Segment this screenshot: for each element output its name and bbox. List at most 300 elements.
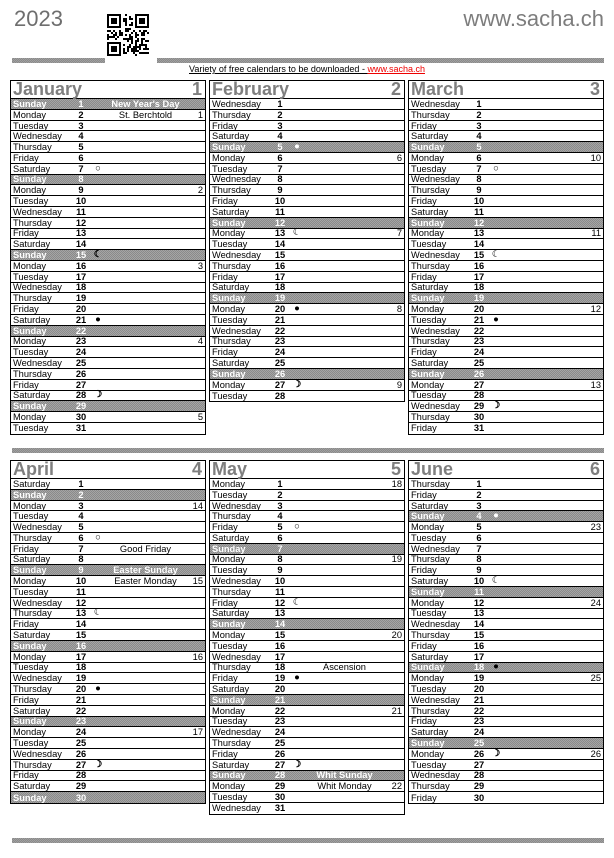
day-name-label: Friday (411, 271, 437, 282)
day-number: 28 (473, 390, 485, 401)
day-name-label: Thursday (212, 511, 251, 522)
week-number: 1 (197, 109, 203, 120)
day-row (11, 412, 205, 423)
day-number: 9 (277, 565, 283, 576)
day-name-label: Thursday (411, 185, 450, 196)
day-name-label: Saturday (411, 131, 449, 142)
day-number: 8 (476, 554, 482, 565)
day-name-label: Monday (411, 379, 445, 390)
day-row (409, 164, 603, 175)
day-number: 30 (75, 412, 87, 423)
day-name-label: Saturday (13, 314, 51, 325)
day-name-label: Wednesday (13, 206, 62, 217)
day-row (11, 760, 205, 771)
day-row (210, 652, 404, 663)
day-number: 17 (473, 651, 485, 662)
day-number: 29 (473, 401, 485, 412)
day-name-label: Sunday (13, 98, 47, 109)
day-row (409, 153, 603, 164)
day-row (210, 587, 404, 598)
day-number: 9 (277, 185, 283, 196)
day-number: 25 (473, 738, 485, 749)
day-name-label: Saturday (13, 554, 51, 565)
day-row (210, 598, 404, 609)
day-row (409, 293, 603, 304)
day-name-label: Monday (411, 673, 445, 684)
day-number: 14 (75, 239, 87, 250)
day-name-label: Thursday (411, 554, 450, 565)
day-number: 20 (274, 684, 286, 695)
day-number: 16 (75, 260, 87, 271)
day-row (409, 218, 603, 229)
day-row (11, 153, 205, 164)
day-row (210, 663, 404, 674)
day-name-label: Wednesday (13, 748, 62, 759)
day-number: 21 (75, 314, 87, 325)
day-number: 1 (78, 478, 84, 489)
day-number: 22 (473, 705, 485, 716)
month-number: 5 (390, 459, 401, 479)
day-name-label: Monday (13, 651, 47, 662)
day-name-label: Saturday (411, 358, 449, 369)
day-row (210, 706, 404, 717)
day-number: 8 (78, 554, 84, 565)
day-name-label: Thursday (411, 478, 450, 489)
moon-phase-last-icon: ☾ (491, 575, 501, 587)
day-number: 20 (473, 304, 485, 315)
day-name-label: Wednesday (411, 325, 460, 336)
day-row (11, 326, 205, 337)
day-name-label: Saturday (411, 727, 449, 738)
month-may (209, 460, 405, 815)
day-row (11, 565, 205, 576)
day-number: 14 (274, 619, 286, 630)
holiday-label: Good Friday (119, 543, 172, 554)
day-name-label: Monday (212, 630, 246, 641)
day-name-label: Saturday (13, 705, 51, 716)
day-name-label: Sunday (411, 738, 445, 749)
day-name-label: Monday (13, 260, 47, 271)
day-row (210, 760, 404, 771)
day-number: 27 (274, 759, 286, 770)
day-row (409, 358, 603, 369)
day-name-label: Friday (13, 543, 39, 554)
day-name-label: Friday (212, 196, 238, 207)
day-name-label: Monday (411, 522, 445, 533)
day-number: 18 (75, 282, 87, 293)
day-name-label: Tuesday (212, 792, 248, 803)
day-name-label: Friday (411, 347, 437, 358)
day-name-label: Wednesday (212, 174, 261, 185)
day-row (210, 358, 404, 369)
day-name-label: Friday (212, 748, 238, 759)
day-row (409, 673, 603, 684)
day-row (409, 239, 603, 250)
week-number: 2 (197, 185, 203, 196)
day-number: 26 (274, 748, 286, 759)
day-row (210, 673, 404, 684)
day-row (210, 337, 404, 348)
day-number: 26 (473, 748, 485, 759)
day-number: 20 (75, 684, 87, 695)
day-row (11, 619, 205, 630)
day-row (210, 781, 404, 792)
day-number: 2 (476, 109, 482, 120)
day-name-label: Wednesday (212, 98, 261, 109)
day-number: 18 (274, 282, 286, 293)
day-name-label: Friday (13, 304, 39, 315)
day-name-label: Sunday (212, 770, 246, 781)
day-row (210, 565, 404, 576)
day-number: 23 (274, 336, 286, 347)
day-name-label: Thursday (212, 662, 251, 673)
day-number: 24 (274, 727, 286, 738)
moon-phase-first-icon: ☽ (93, 389, 103, 401)
day-name-label: Wednesday (13, 522, 62, 533)
day-row (409, 326, 603, 337)
day-row (11, 250, 205, 261)
day-number: 12 (473, 597, 485, 608)
moon-phase-new-icon: ● (294, 672, 300, 684)
day-number: 29 (274, 781, 286, 792)
day-row (409, 663, 603, 674)
site-url-label: www.sacha.ch (463, 6, 604, 31)
week-number: 15 (192, 576, 203, 587)
day-number: 7 (277, 543, 283, 554)
day-row (210, 131, 404, 142)
day-name-label: Sunday (411, 217, 445, 228)
day-name-label: Saturday (212, 759, 250, 770)
week-number: 24 (590, 597, 601, 608)
day-name-label: Wednesday (411, 401, 460, 412)
day-row (11, 641, 205, 652)
week-number: 16 (192, 651, 203, 662)
day-number: 29 (75, 401, 87, 412)
day-number: 28 (75, 770, 87, 781)
day-number: 7 (476, 163, 482, 174)
day-name-label: Tuesday (13, 586, 49, 597)
day-row (409, 792, 603, 803)
day-row (210, 326, 404, 337)
day-row (11, 792, 205, 803)
day-number: 28 (274, 390, 286, 401)
day-name-label: Thursday (212, 586, 251, 597)
month-header (11, 81, 205, 99)
day-row (210, 293, 404, 304)
day-number: 6 (78, 532, 84, 543)
day-row (409, 391, 603, 402)
day-name-label: Wednesday (13, 358, 62, 369)
day-row (210, 347, 404, 358)
day-name-label: Sunday (411, 662, 445, 673)
day-name-label: Thursday (411, 109, 450, 120)
day-row (409, 110, 603, 121)
month-title: March (411, 79, 465, 99)
day-number: 11 (76, 206, 86, 217)
day-number: 31 (75, 423, 87, 434)
day-name-label: Sunday (212, 293, 246, 304)
week-number: 9 (396, 379, 402, 390)
week-number: 22 (391, 781, 402, 792)
day-row (409, 479, 603, 490)
day-name-label: Saturday (411, 651, 449, 662)
day-row (11, 544, 205, 555)
day-number: 12 (274, 217, 286, 228)
day-name-label: Tuesday (13, 662, 49, 673)
day-row (11, 391, 205, 402)
day-number: 10 (75, 576, 87, 587)
day-name-label: Thursday (411, 336, 450, 347)
week-number: 21 (391, 705, 402, 716)
day-number: 28 (75, 390, 87, 401)
day-number: 15 (274, 250, 286, 261)
day-row (210, 511, 404, 522)
day-row (11, 218, 205, 229)
day-name-label: Monday (212, 379, 246, 390)
day-name-label: Wednesday (13, 282, 62, 293)
day-number: 17 (75, 271, 87, 282)
day-name-label: Sunday (13, 250, 47, 261)
day-row (210, 695, 404, 706)
holiday-label: Easter Monday (114, 576, 177, 587)
day-number: 23 (75, 336, 87, 347)
day-name-label: Monday (13, 500, 47, 511)
day-name-label: Wednesday (212, 803, 261, 814)
qr-code-icon (105, 12, 157, 73)
day-number: 14 (473, 239, 485, 250)
day-number: 6 (476, 532, 482, 543)
day-number: 22 (75, 705, 87, 716)
day-row (409, 196, 603, 207)
day-row (11, 121, 205, 132)
day-number: 8 (78, 174, 84, 185)
day-number: 21 (274, 694, 286, 705)
day-number: 12 (473, 217, 485, 228)
day-row (409, 304, 603, 315)
day-name-label: Saturday (411, 576, 449, 587)
day-row (210, 272, 404, 283)
week-number: 7 (396, 228, 402, 239)
day-name-label: Tuesday (212, 163, 248, 174)
day-row (11, 727, 205, 738)
day-number: 23 (274, 716, 286, 727)
day-number: 26 (75, 748, 87, 759)
day-row (11, 369, 205, 380)
day-row (409, 511, 603, 522)
day-number: 25 (274, 358, 286, 369)
day-row (11, 185, 205, 196)
day-number: 10 (473, 576, 485, 587)
day-name-label: Wednesday (13, 597, 62, 608)
day-name-label: Tuesday (212, 489, 248, 500)
day-name-label: Friday (13, 770, 39, 781)
day-number: 26 (274, 368, 286, 379)
day-name-label: Monday (411, 748, 445, 759)
month-number: 1 (191, 79, 202, 99)
moon-phase-last-icon: ☾ (292, 596, 302, 608)
day-name-label: Sunday (411, 368, 445, 379)
day-number: 24 (75, 727, 87, 738)
day-name-label: Friday (13, 379, 39, 390)
day-name-label: Thursday (13, 608, 52, 619)
month-title: January (13, 79, 83, 99)
day-number: 19 (473, 293, 485, 304)
day-name-label: Sunday (13, 792, 47, 803)
day-number: 13 (473, 608, 485, 619)
day-name-label: Monday (13, 185, 47, 196)
day-row (210, 749, 404, 760)
day-row (210, 544, 404, 555)
day-name-label: Wednesday (212, 500, 261, 511)
day-name-label: Thursday (212, 738, 251, 749)
day-row (409, 641, 603, 652)
day-number: 13 (75, 608, 87, 619)
holiday-label: Ascension (323, 662, 366, 673)
day-row (210, 630, 404, 641)
day-name-label: Sunday (212, 368, 246, 379)
day-row (210, 380, 404, 391)
day-name-label: Wednesday (411, 543, 460, 554)
day-row (11, 749, 205, 760)
day-number: 4 (476, 131, 482, 142)
day-row (210, 121, 404, 132)
day-row (210, 555, 404, 566)
day-number: 5 (476, 522, 482, 533)
moon-phase-new-icon: ● (294, 303, 300, 315)
day-name-label: Friday (13, 152, 39, 163)
day-number: 7 (277, 163, 283, 174)
day-row (210, 315, 404, 326)
middle-separator-bar (12, 448, 604, 453)
day-number: 17 (274, 271, 286, 282)
holiday-label: New Year's Day (111, 98, 180, 109)
day-name-label: Tuesday (212, 565, 248, 576)
day-row (11, 684, 205, 695)
day-name-label: Wednesday (411, 250, 460, 261)
moon-phase-first-icon: ☽ (292, 758, 302, 770)
day-number: 10 (75, 196, 87, 207)
months-row-1 (10, 80, 604, 435)
moon-phase-last-icon: ☾ (292, 227, 302, 239)
day-row (210, 391, 404, 402)
day-row (210, 641, 404, 652)
day-number: 16 (473, 260, 485, 271)
day-number: 13 (274, 608, 286, 619)
month-march (408, 80, 604, 435)
day-name-label: Monday (212, 705, 246, 716)
day-number: 3 (476, 120, 482, 131)
day-name-label: Sunday (13, 716, 47, 727)
day-row (409, 347, 603, 358)
bottom-separator-bar (12, 838, 604, 843)
day-name-label: Saturday (13, 781, 51, 792)
week-number: 19 (391, 554, 402, 565)
day-number: 18 (274, 662, 286, 673)
day-number: 23 (473, 336, 485, 347)
month-header (210, 461, 404, 479)
day-name-label: Sunday (212, 217, 246, 228)
week-number: 20 (391, 630, 402, 641)
day-number: 3 (277, 500, 283, 511)
day-row (409, 587, 603, 598)
day-name-label: Sunday (411, 293, 445, 304)
day-row (11, 652, 205, 663)
day-name-label: Tuesday (411, 532, 447, 543)
day-number: 5 (78, 522, 84, 533)
day-name-label: Sunday (411, 142, 445, 153)
day-row (210, 576, 404, 587)
day-number: 13 (274, 228, 286, 239)
day-name-label: Friday (212, 522, 238, 533)
day-name-label: Tuesday (13, 423, 49, 434)
day-name-label: Friday (212, 597, 238, 608)
month-header (409, 81, 603, 99)
day-number: 26 (473, 368, 485, 379)
day-number: 5 (78, 142, 84, 153)
day-row (409, 412, 603, 423)
day-name-label: Thursday (212, 336, 251, 347)
day-name-label: Monday (212, 152, 246, 163)
day-number: 10 (473, 196, 485, 207)
moon-phase-first-icon: ☽ (491, 400, 501, 412)
banner-link[interactable]: www.sacha.ch (367, 64, 425, 74)
day-number: 11 (275, 206, 285, 217)
day-row (11, 207, 205, 218)
day-name-label: Tuesday (13, 738, 49, 749)
day-row (210, 803, 404, 814)
day-number: 5 (476, 142, 482, 153)
day-name-label: Sunday (13, 489, 47, 500)
day-row (409, 501, 603, 512)
day-number: 10 (274, 196, 286, 207)
month-title: February (212, 79, 290, 99)
moon-phase-full-icon: ○ (95, 531, 101, 543)
day-name-label: Tuesday (13, 120, 49, 131)
moon-phase-full-icon: ○ (294, 521, 300, 533)
day-name-label: Friday (212, 271, 238, 282)
day-row (11, 533, 205, 544)
day-row (210, 684, 404, 695)
day-number: 31 (274, 803, 286, 814)
day-row (210, 142, 404, 153)
day-name-label: Tuesday (411, 314, 447, 325)
day-number: 5 (277, 142, 283, 153)
day-name-label: Friday (411, 423, 437, 434)
day-row (11, 717, 205, 728)
day-row (210, 110, 404, 121)
months-row-2 (10, 460, 604, 815)
day-name-label: Sunday (13, 640, 47, 651)
day-name-label: Saturday (411, 500, 449, 511)
day-name-label: Sunday (212, 619, 246, 630)
day-row (11, 196, 205, 207)
day-number: 27 (75, 759, 87, 770)
day-name-label: Saturday (411, 206, 449, 217)
day-name-label: Thursday (13, 142, 52, 153)
holiday-label: Whit Monday (317, 781, 372, 792)
day-name-label: Thursday (411, 781, 450, 792)
day-name-label: Tuesday (212, 314, 248, 325)
day-number: 3 (78, 120, 84, 131)
week-number: 11 (591, 228, 601, 239)
day-name-label: Wednesday (212, 727, 261, 738)
day-row (11, 555, 205, 566)
day-name-label: Saturday (13, 390, 51, 401)
day-row (11, 522, 205, 533)
day-name-label: Sunday (13, 325, 47, 336)
day-name-label: Monday (13, 727, 47, 738)
moon-phase-first-icon: ☽ (93, 758, 103, 770)
